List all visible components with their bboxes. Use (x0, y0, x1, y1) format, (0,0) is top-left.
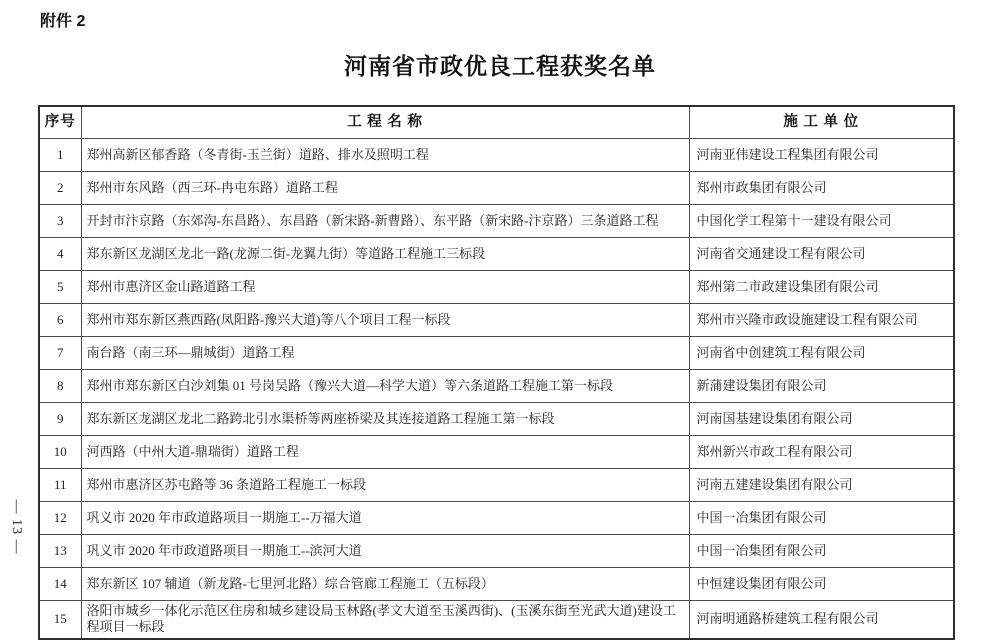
table-row (39, 601, 954, 639)
company-cell: 中恒建设集团有限公司 (689, 568, 954, 601)
project-name-cell: 开封市汴京路（东郊沟-东昌路）、东昌路（新宋路-新曹路）、东平路（新宋路-汴京路）三条道路工程 (81, 205, 689, 238)
row-number-cell: 2 (39, 172, 81, 205)
row-number-cell: 11 (39, 469, 81, 502)
table-row (39, 205, 954, 238)
row-number-cell: 8 (39, 370, 81, 403)
company-cell: 郑州市政集团有限公司 (689, 172, 954, 205)
table-row (39, 271, 954, 304)
company-cell: 新蒲建设集团有限公司 (689, 370, 954, 403)
project-name-cell: 郑东新区龙湖区龙北二路跨北引水渠桥等两座桥梁及其连接道路工程施工第一标段 (81, 403, 689, 436)
row-number-cell: 5 (39, 271, 81, 304)
company-cell: 中国一冶集团有限公司 (689, 502, 954, 535)
project-name-cell: 郑东新区 107 辅道（新龙路-七里河北路）综合管廊工程施工（五标段） (81, 568, 689, 601)
project-name-cell: 巩义市 2020 年市政道路项目一期施工--万福大道 (81, 502, 689, 535)
company-cell: 中国化学工程第十一建设有限公司 (689, 205, 954, 238)
row-number-cell: 9 (39, 403, 81, 436)
company-cell: 河南省中创建筑工程有限公司 (689, 337, 954, 370)
header-project-name: 工 程 名 称 (81, 106, 689, 139)
company-cell: 河南省交通建设工程有限公司 (689, 238, 954, 271)
company-cell: 郑州新兴市政工程有限公司 (689, 436, 954, 469)
table-row (39, 304, 954, 337)
row-number-cell: 6 (39, 304, 81, 337)
row-number-cell: 10 (39, 436, 81, 469)
row-number-cell: 14 (39, 568, 81, 601)
page-title: 河南省市政优良工程获奖名单 (344, 53, 656, 79)
table-row (39, 502, 954, 535)
row-number-cell: 15 (39, 601, 81, 639)
table-header-row (39, 106, 954, 139)
row-number-cell: 1 (39, 139, 81, 172)
table-row (39, 436, 954, 469)
award-table (38, 105, 955, 640)
project-name-cell: 郑州市东风路（西三环-冉屯东路）道路工程 (81, 172, 689, 205)
row-number-cell: 13 (39, 535, 81, 568)
table-row (39, 469, 954, 502)
project-name-cell: 南台路（南三环—鼎城街）道路工程 (81, 337, 689, 370)
project-name-cell: 郑州市惠济区金山路道路工程 (81, 271, 689, 304)
company-cell: 河南明通路桥建筑工程有限公司 (689, 601, 954, 639)
table-row (39, 238, 954, 271)
company-cell: 中国一冶集团有限公司 (689, 535, 954, 568)
project-name-cell: 郑东新区龙湖区龙北一路(龙源二街-龙翼九街）等道路工程施工三标段 (81, 238, 689, 271)
header-construction-unit: 施 工 单 位 (689, 106, 954, 139)
project-name-cell: 洛阳市城乡一体化示范区住房和城乡建设局玉林路(孝文大道至玉溪西街)、(玉溪东街至光武大道)建设工程项目一标段 (81, 601, 689, 639)
row-number-cell: 12 (39, 502, 81, 535)
row-number-cell: 4 (39, 238, 81, 271)
project-name-cell: 郑州市郑东新区燕西路(凤阳路-豫兴大道)等八个项目工程一标段 (81, 304, 689, 337)
row-number-cell: 7 (39, 337, 81, 370)
table-row (39, 370, 954, 403)
company-cell: 河南亚伟建设工程集团有限公司 (689, 139, 954, 172)
header-serial-number: 序号 (39, 106, 81, 139)
table-row (39, 535, 954, 568)
project-name-cell: 郑州市郑东新区白沙刘集 01 号岗吴路（豫兴大道—科学大道）等六条道路工程施工第一标段 (81, 370, 689, 403)
project-name-cell: 郑州市惠济区苏屯路等 36 条道路工程施工一标段 (81, 469, 689, 502)
table-row (39, 337, 954, 370)
project-name-cell: 郑州高新区郁香路（冬青街-玉兰街）道路、排水及照明工程 (81, 139, 689, 172)
row-number-cell: 3 (39, 205, 81, 238)
page-number: — 13 — (9, 499, 24, 555)
table-row (39, 403, 954, 436)
attachment-label: 附件 2 (40, 13, 86, 30)
company-cell: 郑州第二市政建设集团有限公司 (689, 271, 954, 304)
table-row (39, 568, 954, 601)
company-cell: 郑州市兴隆市政设施建设工程有限公司 (689, 304, 954, 337)
company-cell: 河南五建建设集团有限公司 (689, 469, 954, 502)
project-name-cell: 河西路（中州大道-鼎瑞街）道路工程 (81, 436, 689, 469)
table-row (39, 172, 954, 205)
project-name-cell: 巩义市 2020 年市政道路项目一期施工--滨河大道 (81, 535, 689, 568)
table-row (39, 139, 954, 172)
company-cell: 河南国基建设集团有限公司 (689, 403, 954, 436)
